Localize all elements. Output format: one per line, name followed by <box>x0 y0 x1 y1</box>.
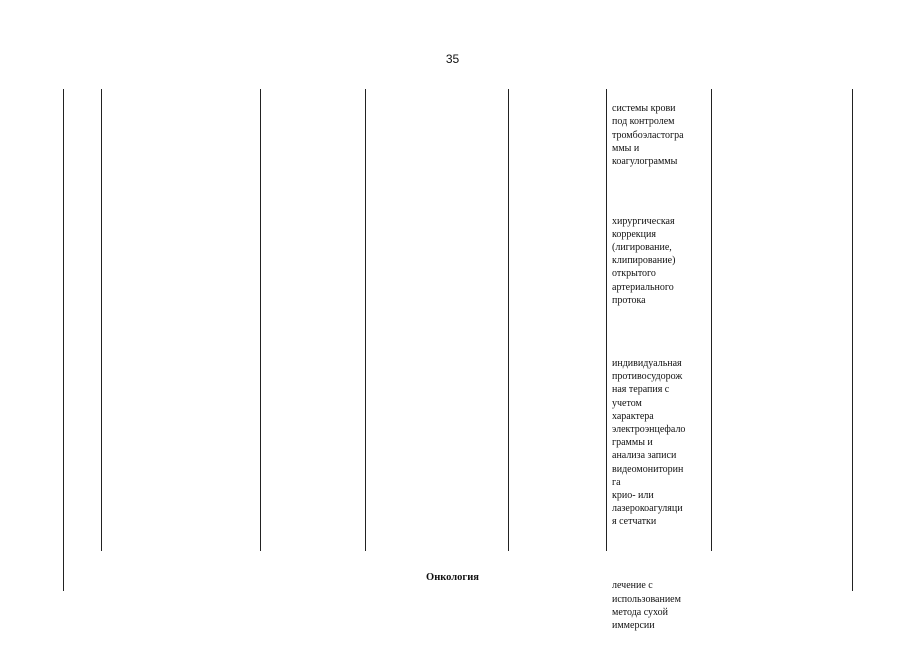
column-divider <box>365 89 366 551</box>
column-divider <box>101 89 102 551</box>
table-left-border <box>63 89 64 591</box>
column-divider <box>508 89 509 551</box>
section-title: Онкология <box>426 572 479 583</box>
treatment-block: хирургическая коррекция (лигирование, клипирование) открытого артериального протока <box>612 215 676 306</box>
treatment-block: индивидуальная противосудорож ная терапия с учетом характера электроэнцефало граммы и анализа записи видеомониторин га крио- или лазерокоагуляци я сетчатки <box>612 358 686 528</box>
column-divider <box>606 89 607 551</box>
treatment-block: системы крови под контролем тромбоэластогра ммы и коагулограммы <box>612 103 684 168</box>
column-divider <box>260 89 261 551</box>
page-number: 35 <box>445 52 460 66</box>
treatment-block: лечение с использованием метода сухой иммерсии <box>612 580 681 632</box>
table-right-border <box>852 89 853 591</box>
treatment-methods-cell <box>612 89 712 645</box>
